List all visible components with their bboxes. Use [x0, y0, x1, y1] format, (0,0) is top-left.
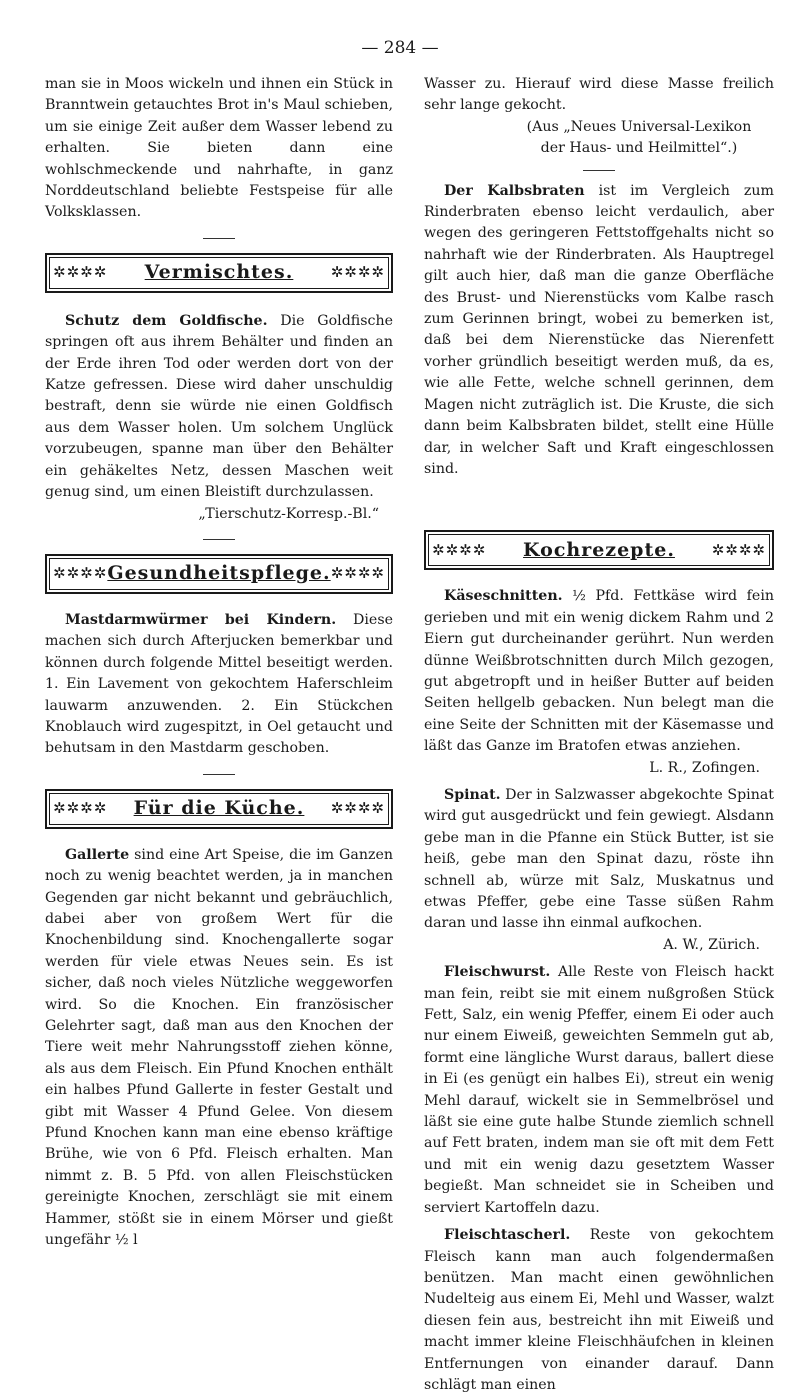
recipe-fleischtascherl: [424, 1225, 774, 1396]
ornament-right: ✲✲✲✲: [330, 263, 385, 282]
article-heading: Der Kalbsbraten: [444, 182, 585, 199]
source-line-1: (Aus „Neues Universal-Lexikon: [526, 118, 752, 135]
article-text: Diese machen sich durch Afterjucken bemerkbar und können durch folgende Mittel beseitigt werden. 1. Ein Lavement von gekochtem Haferschleim lauwarm anzuwenden. 2. Ein Stückchen Knoblauch wird zugespitzt, in Oel getaucht und behutsam in den Mastdarm geschoben.: [45, 611, 394, 757]
section-divider: [203, 539, 235, 540]
recipe-heading: Fleischwurst.: [444, 964, 551, 981]
left-column: [45, 74, 393, 1251]
article-heading: Gallerte: [65, 846, 130, 863]
article-goldfish: [45, 311, 393, 504]
ornament-left: ✲✲✲✲: [53, 799, 108, 818]
recipe-fleischwurst: [424, 962, 774, 1219]
recipe-signature: A. W., Zürich.: [663, 936, 760, 953]
article-source: „Tierschutz-Korresp.-Bl.“: [198, 505, 379, 522]
section-banner-kueche: [45, 789, 393, 829]
section-banner-kochrezepte: [424, 530, 774, 570]
section-divider: [203, 238, 235, 239]
continued-paragraph: Wasser zu. Hierauf wird diese Masse freilich sehr lange gekocht.: [424, 76, 774, 114]
ornament-left: ✲✲✲✲: [53, 564, 108, 583]
article-worms: [45, 610, 393, 760]
page-number: — 284 —: [361, 38, 439, 58]
ornament-left: ✲✲✲✲: [432, 540, 487, 559]
section-divider: [583, 170, 615, 171]
recipe-spinat: [424, 785, 774, 935]
section-divider: [203, 774, 235, 775]
section-title: Kochrezepte.: [523, 538, 675, 561]
article-heading: Schutz dem Goldfische.: [65, 312, 268, 329]
intro-paragraph: man sie in Moos wickeln und ihnen ein Stück in Branntwein getauchtes Brot in's Maul schieben, um sie einige Zeit außer dem Wasser lebend zu erhalten. Sie bieten dann eine wohlschmeckende und nahrhafte, in ganz Norddeutschland beliebte Festspeise für alle Volksklassen.: [45, 76, 393, 221]
section-banner-gesundheitspflege: [45, 554, 393, 594]
article-gallerte: [45, 845, 393, 1252]
recipe-text: Reste von gekochtem Fleisch kann man auch folgendermaßen benützen. Man macht einen gewöhnlichen Nudelteig aus einem Ei, Mehl und Wasser, walzt diesen fein aus, bestreicht ihn mit Eiweiß und macht immer kleine Fleischhäufchen in kleinen Entfernungen von einander darauf. Dann schlägt man einen: [424, 1227, 774, 1393]
recipe-text: ½ Pfd. Fettkäse wird fein gerieben und mit ein wenig dickem Rahm und 2 Eiern gut durcheinander gerührt. Nun werden dünne Weißbrotschnitten durch Milch gezogen, gut abgetropft und in heißer Butter auf beiden Seiten hellgelb gebacken. Nun belegt man die eine Seite der Schnitten mit der Käsemasse und läßt das Ganze im Bratofen etwas anziehen.: [424, 588, 774, 755]
article-text: sind eine Art Speise, die im Ganzen noch zu wenig beachtet werden, ja in manchen Gegenden gar nicht bekannt und gebräuchlich, dabei aber von großem Wert für die Knochenbildung sind. Knochengallerte sogar werden für viele etwas Neues sein. Es ist sicher, daß noch vieles Nützliche weggeworfen wird. So die Knochen. Ein französischer Gelehrter sagt, daß man aus den Knochen der Tiere weit mehr Nahrungsstoff ziehen könne, als aus dem Fleisch. Ein Pfund Knochen enthält ein halbes Pfund Gallerte in fester Gestalt und gibt mit Wasser 4 Pfund Gelee. Von diesem Pfund Knochen kann man eine ebenso kräftige Brühe, wie von 6 Pfd. Fleisch erhalten. Man nimmt z. B. 5 Pfd. von allen Fleischstücken gereinigte Knochen, zerschlägt sie mit einem Hammer, stößt sie in einem Mörser und gießt ungefähr ½ l: [45, 846, 393, 1249]
section-title: Gesundheitspflege.: [107, 562, 331, 585]
article-text: ist im Vergleich zum Rinderbraten ebenso leicht verdaulich, aber wegen des geringeren Fettstoffgehalts nicht so nahrhaft wie der Rinderbraten. Als Hauptregel gilt auch hier, daß man die ganze Oberfläche des Brust- und Nierenstücks vom Kalbe rasch zum Gerinnen bringt, wobei zu bemerken ist, daß bei dem Nierenstücke das Nierenfett vorher gründlich beseitigt werden muß, da es, wie alle Fette, welche schnell gerinnen, dem Magen nicht zuträglich ist. Die Kruste, die sich dann beim Kalbsbraten bildet, stellt eine Hülle dar, in welcher Saft und Kraft eingeschlossen sind.: [424, 182, 774, 477]
ornament-left: ✲✲✲✲: [53, 263, 108, 282]
recipe-heading: Käseschnitten.: [444, 588, 563, 605]
ornament-right: ✲✲✲✲: [330, 799, 385, 818]
recipe-heading: Spinat.: [444, 786, 501, 803]
recipe-text: Der in Salzwasser abgekochte Spinat wird gut ausgedrückt und fein gewiegt. Alsdann gebe man in die Pfanne ein Stück Butter, ist sie heiß, gebe man den Spinat dazu, röste ihn schnell ab, würze mit Salz, Muskatnus und etwas Pfeffer, gebe eine Tasse süßen Rahm daran und lasse ihn einmal aufkochen.: [424, 786, 774, 932]
source-line-2: der Haus- und Heilmittel“.): [540, 140, 738, 157]
article-heading: Mastdarmwürmer bei Kindern.: [65, 611, 337, 628]
recipe-text: Alle Reste von Fleisch hackt man fein, reibt sie mit einem nußgroßen Stück Fett, Salz, ein wenig Pfeffer, einem Ei oder auch nur einem Eiweiß, geweichten Semmeln gut ab, formt eine längliche Wurst daraus, ballert diese in Ei (es genügt ein halbes Ei), streut ein wenig Mehl darauf, wickelt sie in Semmelbrösel und läßt sie eine gute halbe Stunde ziemlich schnell auf Fett braten, indem man sie oft mit dem Fett und mit ein wenig dazu gesetztem Wasser begießt. Man schneidet sie in Scheiben und serviert Kartoffeln dazu.: [424, 964, 774, 1216]
section-title: Für die Küche.: [133, 797, 305, 820]
section-banner-vermischtes: [45, 253, 393, 293]
recipe-heading: Fleischtascherl.: [444, 1227, 571, 1244]
right-column: [424, 74, 774, 1396]
ornament-right: ✲✲✲✲: [711, 540, 766, 559]
section-title: Vermischtes.: [144, 261, 294, 284]
recipe-signature: L. R., Zofingen.: [649, 759, 760, 776]
ornament-right: ✲✲✲✲: [330, 564, 385, 583]
article-kalbsbraten: [424, 181, 774, 481]
recipe-kaeseschnitten: [424, 586, 774, 757]
article-text: Die Goldfische springen oft aus ihrem Behälter und finden an der Erde ihren Tod oder werden dort von der Katze gefressen. Diese wird daher unschuldig bestraft, denn sie würde nie einen Goldfisch aus dem Wasser holen. Um solchem Unglück vorzubeugen, spanne man über den Behälter ein gehäkeltes Netz, dessen Maschen weit genug sind, um einen Bleistift durchzulassen.: [45, 312, 393, 501]
